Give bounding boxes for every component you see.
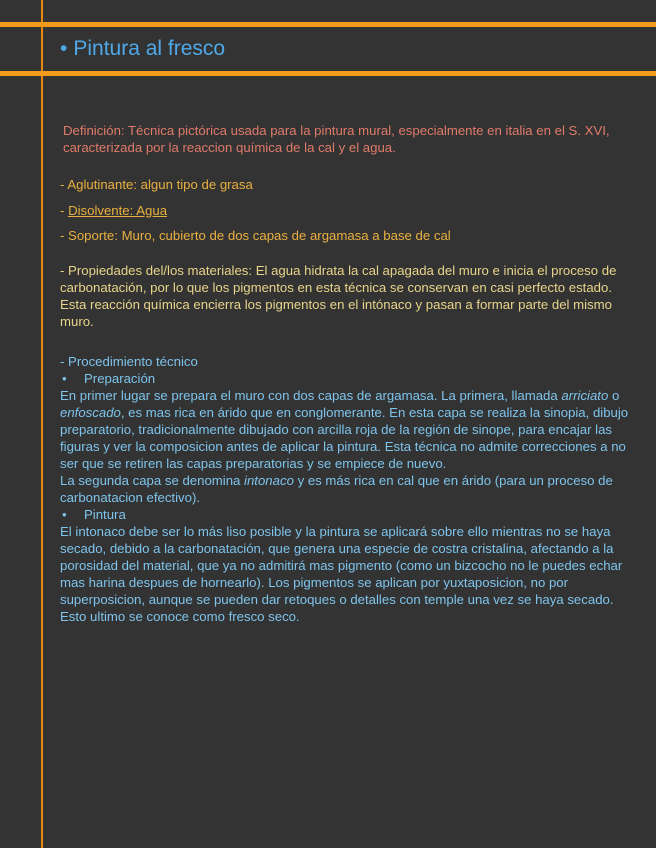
preparacion-bullet-item xyxy=(60,370,635,387)
procedimiento-heading: - Procedimiento técnico xyxy=(60,354,198,369)
disolvente-prefix: - xyxy=(60,203,69,218)
disolvente-text: Disolvente: Agua xyxy=(68,203,168,218)
term-enfoscado: enfoscado xyxy=(60,405,121,420)
slide-title xyxy=(60,37,225,61)
vertical-rule xyxy=(41,0,43,848)
pintura-paragraph: El intonaco debe ser lo más liso posible y la pintura se aplicará sobre ello mientras no se haya secado, debido a la carbonatación, que genera una especie de costra cristalina, afectando a la porosidad del material, que ya no admitirá mas pigmento (como un bizcocho no le puedes echar mas harina despues de hornearlo). Los pigmentos se aplican por yuxtaposicion, no por superposicion, aunque se pueden dar retoques o detalles con temple una vez se haya secado. Esto ultimo se conoce como fresco seco. xyxy=(60,524,623,624)
pintura-bullet-item xyxy=(60,506,635,523)
procedimiento-header xyxy=(60,353,635,387)
title-bullet-icon: • xyxy=(60,37,68,60)
propiedades-text: - Propiedades del/los materiales: El agua hidrata la cal apagada del muro e inicia el proceso de carbonatación, por lo que los pigmentos en esta técnica se conservan en casi perfecto estado. Esta reacción química encierra los pigmentos en el intónaco y pasan a formar parte del mismo muro. xyxy=(60,263,617,329)
definition-text: Definición: Técnica pictórica usada para la pintura mural, especialmente en italia en el S. XVI, caracterizada por la reaccion química de la cal y el agua. xyxy=(63,123,610,155)
bullet-icon: • xyxy=(62,371,67,386)
preparacion-paragraph-2: La segunda capa se denomina intonaco y es más rica en cal que en árido (para un proceso de carbonatacion efectivo). xyxy=(60,473,613,505)
preparacion-paragraph-1: En primer lugar se prepara el muro con dos capas de argamasa. La primera, llamada arriciato o enfoscado, es mas rica en árido que en conglomerante. En esta capa se realiza la sinopia, dibujo preparatorio, tradicionalmente dibujado con arcilla roja de la región de sinope, para encajar las figuras y ver la composicion antes de aplicar la pintura. Esta técnica no admite correcciones a no ser que se retiren las capas preparatorias y se empiece de nuevo. xyxy=(60,388,629,471)
soporte-line: - Soporte: Muro, cubierto de dos capas de argamasa a base de cal xyxy=(60,228,451,243)
disolvente-line xyxy=(60,202,167,219)
bullet-icon: • xyxy=(62,507,67,522)
procedimiento-body xyxy=(60,387,635,625)
term-arriciato: arriciato xyxy=(561,388,609,403)
pintura-label: Pintura xyxy=(84,507,126,522)
top-rule xyxy=(0,22,656,27)
aglutinante-line: - Aglutinante: algun tipo de grasa xyxy=(60,177,253,192)
term-intonaco: intonaco xyxy=(244,473,294,488)
title-text: Pintura al fresco xyxy=(73,37,226,60)
title-underline-rule xyxy=(0,71,656,76)
preparacion-label: Preparación xyxy=(84,371,156,386)
